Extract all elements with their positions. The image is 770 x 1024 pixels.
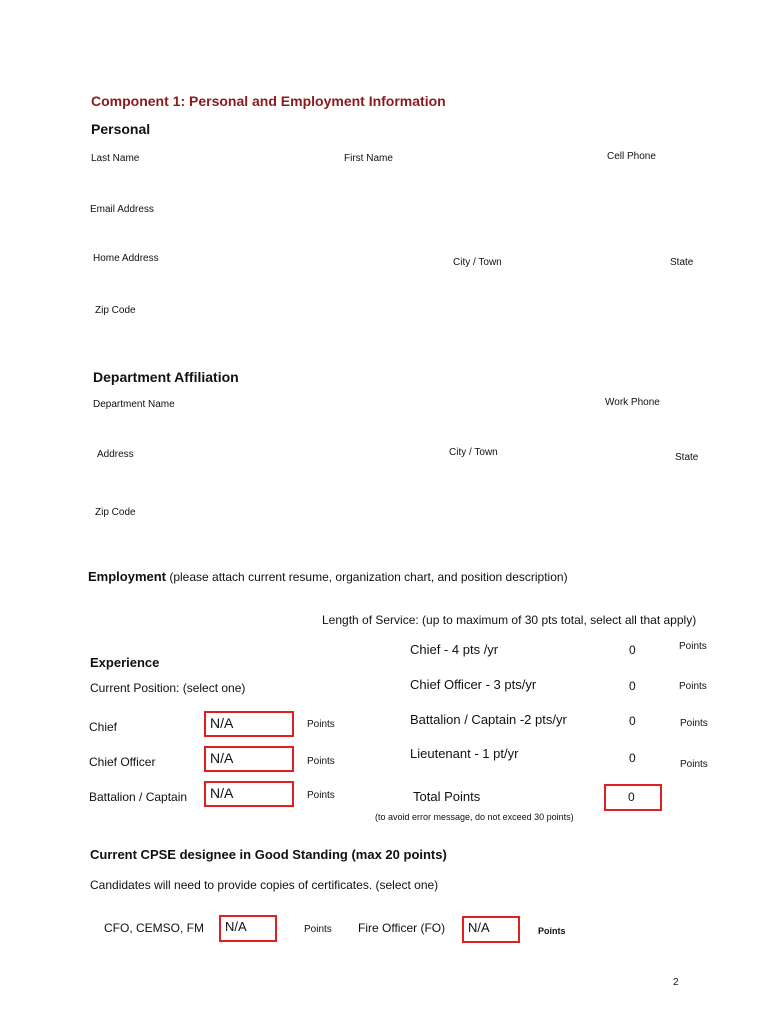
cfo-cemso-fm-field[interactable]: N/A bbox=[219, 915, 277, 942]
first-name-label: First Name bbox=[344, 153, 393, 164]
length-of-service-title: Length of Service: (up to maximum of 30 pts total, select all that apply) bbox=[322, 613, 697, 627]
los-chief-officer-points-label: Points bbox=[679, 681, 707, 692]
experience-chief-officer-label: Chief Officer bbox=[89, 755, 156, 769]
experience-battalion-field[interactable]: N/A bbox=[204, 781, 294, 807]
experience-chief-field[interactable]: N/A bbox=[204, 711, 294, 737]
department-zip-code-label: Zip Code bbox=[95, 507, 136, 518]
page-heading: Component 1: Personal and Employment Information bbox=[91, 93, 446, 109]
cell-phone-label: Cell Phone bbox=[607, 151, 656, 162]
total-points-field[interactable]: 0 bbox=[604, 784, 662, 811]
department-section-title: Department Affiliation bbox=[93, 369, 239, 385]
state-label: State bbox=[670, 257, 694, 268]
city-town-label: City / Town bbox=[453, 257, 502, 268]
employment-title: Employment bbox=[88, 569, 167, 584]
experience-battalion-label: Battalion / Captain bbox=[89, 790, 188, 804]
fire-officer-field[interactable]: N/A bbox=[462, 916, 520, 943]
employment-heading bbox=[88, 569, 568, 584]
total-points-label: Total Points bbox=[413, 789, 481, 804]
los-battalion-label: Battalion / Captain -2 pts/yr bbox=[410, 712, 567, 727]
department-city-town-label: City / Town bbox=[449, 447, 498, 458]
los-battalion-points-label: Points bbox=[680, 718, 708, 729]
experience-title: Experience bbox=[90, 655, 160, 670]
los-chief-officer-label: Chief Officer - 3 pts/yr bbox=[410, 677, 537, 692]
cpse-subtitle: Candidates will need to provide copies of certificates. (select one) bbox=[90, 878, 439, 892]
los-lieutenant-label: Lieutenant - 1 pt/yr bbox=[410, 746, 519, 761]
department-state-label: State bbox=[675, 452, 699, 463]
cpse-title: Current CPSE designee in Good Standing (max 20 points) bbox=[90, 847, 447, 862]
los-battalion-value[interactable]: 0 bbox=[629, 714, 636, 728]
cfo-cemso-fm-label: CFO, CEMSO, FM bbox=[104, 921, 204, 935]
los-chief-label: Chief - 4 pts /yr bbox=[410, 642, 499, 657]
experience-chief-points-label: Points bbox=[307, 719, 335, 730]
work-phone-label: Work Phone bbox=[605, 397, 660, 408]
department-name-label: Department Name bbox=[93, 399, 175, 410]
zip-code-label: Zip Code bbox=[95, 305, 136, 316]
los-lieutenant-value[interactable]: 0 bbox=[629, 751, 636, 765]
los-chief-officer-value[interactable]: 0 bbox=[629, 679, 636, 693]
experience-chief-label: Chief bbox=[89, 720, 118, 734]
email-address-label: Email Address bbox=[90, 204, 154, 215]
experience-battalion-points-label: Points bbox=[307, 790, 335, 801]
fire-officer-points-label: Points bbox=[538, 926, 566, 936]
personal-section-title: Personal bbox=[91, 121, 151, 137]
los-chief-value[interactable]: 0 bbox=[629, 643, 636, 657]
page-number: 2 bbox=[673, 977, 679, 988]
employment-note: (please attach current resume, organization chart, and position description) bbox=[166, 570, 568, 584]
fire-officer-label: Fire Officer (FO) bbox=[358, 921, 446, 935]
cfo-cemso-fm-points-label: Points bbox=[304, 924, 332, 935]
department-address-label: Address bbox=[97, 449, 134, 460]
experience-chief-officer-field[interactable]: N/A bbox=[204, 746, 294, 772]
los-lieutenant-points-label: Points bbox=[680, 759, 708, 770]
experience-chief-officer-points-label: Points bbox=[307, 756, 335, 767]
total-points-warning: (to avoid error message, do not exceed 30 points) bbox=[375, 812, 574, 822]
current-position-label: Current Position: (select one) bbox=[90, 681, 246, 695]
last-name-label: Last Name bbox=[91, 153, 140, 164]
home-address-label: Home Address bbox=[93, 253, 159, 264]
los-chief-points-label: Points bbox=[679, 641, 707, 652]
